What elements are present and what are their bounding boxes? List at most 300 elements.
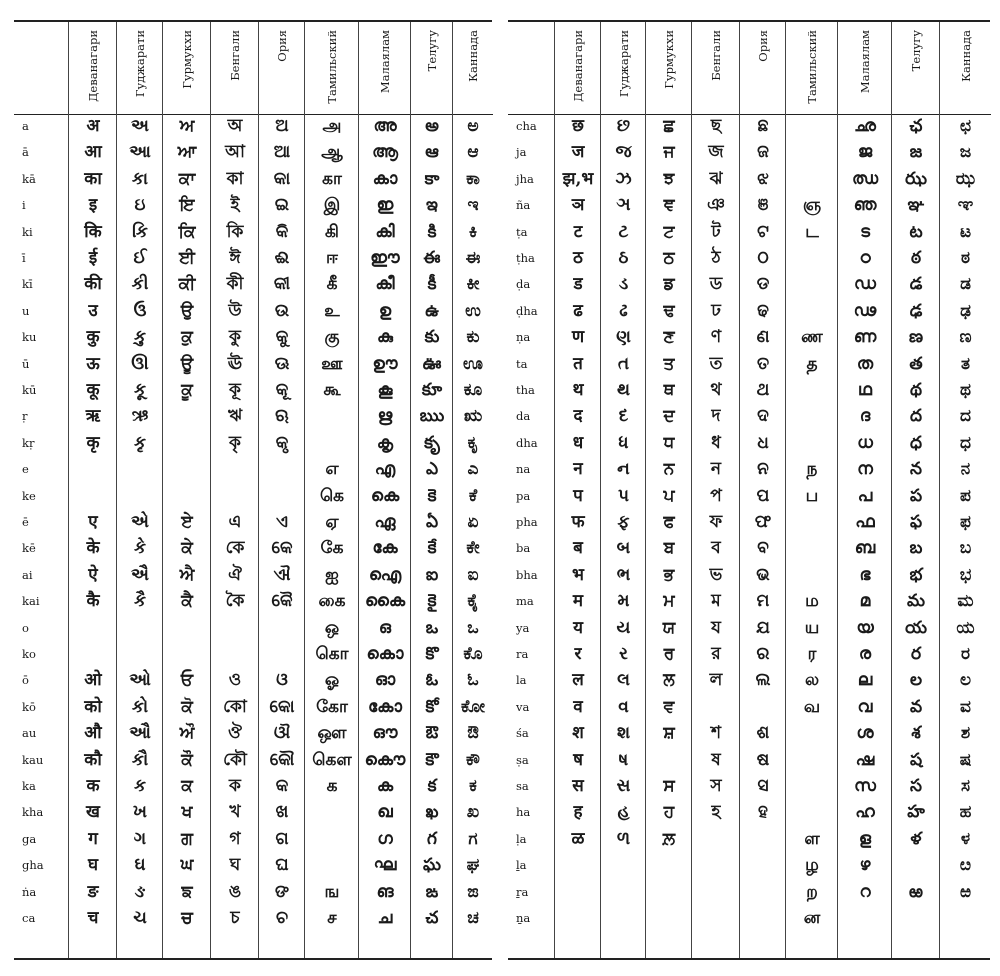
glyph-cell: की [84, 274, 102, 295]
glyph-cell [163, 615, 211, 641]
glyph-cell: ଛ [757, 116, 769, 136]
glyph-cell: કુ [133, 327, 146, 348]
glyph-cell: ভ [709, 564, 723, 585]
transliteration-cell: ta [516, 356, 528, 371]
glyph-cell: জ [708, 142, 724, 163]
transliteration-cell: sa [516, 779, 529, 793]
glyph-cell: কৈ [225, 591, 245, 612]
glyph-cell [163, 430, 211, 456]
column-oriya [739, 22, 786, 958]
glyph-cell: கி [325, 221, 339, 242]
glyph-cell: য [711, 617, 721, 638]
glyph-cell: ଫ [754, 512, 772, 532]
glyph-cell: ଙ [274, 881, 290, 902]
glyph-cell: કૈ [133, 591, 146, 612]
glyph-cell: ओ [84, 670, 102, 691]
glyph-cell: കി [375, 221, 395, 242]
glyph-cell: அ [322, 116, 342, 136]
glyph-cell: வ [803, 696, 821, 717]
glyph-cell: ഷ [855, 749, 875, 770]
glyph-cell: ல [804, 670, 820, 691]
column-header [453, 22, 493, 115]
glyph-cell [786, 298, 838, 324]
glyph-cell: ఏ [425, 512, 439, 532]
glyph-cell: थ [572, 380, 584, 400]
glyph-cell: ച [377, 908, 393, 928]
glyph-cell: கா [322, 168, 342, 189]
glyph-cell: എ [374, 459, 396, 480]
glyph-cell: ற [806, 881, 818, 902]
glyph-cell: ഊ [372, 353, 398, 374]
transliteration-cell: ṅa [22, 884, 37, 899]
glyph-cell: ঈ [229, 248, 241, 268]
glyph-cell: ଏ [276, 512, 288, 532]
glyph-cell: উ [228, 300, 242, 321]
glyph-cell: શ [616, 723, 631, 744]
transliteration-cell: la [516, 673, 527, 688]
glyph-cell: ਓ [180, 670, 194, 691]
glyph-cell: ഖ [377, 802, 393, 823]
glyph-cell: వ [909, 696, 923, 717]
glyph-cell: ಕೆ [468, 485, 478, 506]
glyph-cell: କୁ [275, 327, 289, 348]
column-gurmukhi [162, 22, 211, 958]
glyph-cell [211, 615, 259, 641]
transliteration-cell: ya [516, 620, 530, 635]
glyph-cell: ಕೈ [467, 591, 479, 612]
column-header-label: Гуджарати [133, 30, 147, 98]
glyph-cell: ಱ [959, 881, 972, 902]
transliteration-cell: ka [22, 779, 36, 793]
glyph-cell: কো [223, 696, 247, 717]
glyph-cell: ਕੈ [181, 591, 193, 612]
glyph-cell: ഴ [859, 855, 871, 876]
glyph-cell: ਈ [179, 248, 195, 268]
glyph-cell: ఞ [907, 195, 925, 216]
glyph-cell: ಫ [960, 512, 971, 532]
glyph-cell: ଦ [757, 406, 769, 427]
glyph-cell [69, 483, 117, 509]
glyph-cell: ಕ [469, 776, 477, 796]
glyph-cell: ಲ [959, 670, 972, 691]
column-header-label: Гурмукхи [662, 30, 676, 89]
glyph-cell: ళ [910, 828, 922, 849]
glyph-cell: இ [323, 195, 341, 216]
glyph-cell: ഞ [853, 195, 877, 216]
glyph-cell: ঊ [227, 353, 243, 374]
glyph-cell: ન [617, 459, 630, 480]
transliteration-cell: ṛ [22, 409, 28, 424]
glyph-cell: কূ [229, 380, 241, 400]
glyph-cell: ഋ [377, 406, 393, 427]
glyph-cell: औ [84, 723, 102, 744]
column-devanagari [554, 22, 601, 958]
glyph-cell [305, 799, 359, 825]
column-header-label: Бенгали [228, 30, 242, 81]
glyph-cell: ও [228, 670, 242, 691]
glyph-cell: કૂ [133, 380, 146, 400]
glyph-cell: જ [615, 142, 632, 163]
glyph-cell: ச [327, 908, 337, 928]
glyph-cell [786, 562, 838, 588]
transliteration-cell: ū [22, 356, 30, 371]
glyph-cell: घ [87, 855, 99, 876]
glyph-cell: ম [711, 591, 721, 612]
glyph-cell: ਙ [181, 881, 193, 902]
glyph-cell: ર [619, 644, 628, 664]
column-translit [508, 22, 554, 958]
glyph-cell: ర [910, 644, 922, 664]
glyph-cell: કે [133, 538, 146, 559]
glyph-cell: ए [88, 512, 98, 532]
glyph-cell: ট [711, 221, 721, 242]
glyph-cell: ங [324, 881, 340, 902]
column-malayalam [358, 22, 411, 958]
glyph-cell [786, 377, 838, 403]
transliteration-cell: ai [22, 567, 33, 582]
transliteration-cell: dha [516, 435, 538, 450]
column-gurmukhi [645, 22, 692, 958]
glyph-cell: ঔ [228, 723, 242, 744]
glyph-cell: ಗ [468, 828, 478, 849]
column-bengali [210, 22, 259, 958]
glyph-cell: ਠ [663, 248, 675, 268]
glyph-cell: ಜ [959, 142, 972, 163]
glyph-cell: ई [88, 248, 98, 268]
glyph-cell: କେ [271, 538, 293, 559]
glyph-cell: ష [909, 749, 923, 770]
glyph-cell [555, 879, 601, 905]
glyph-cell: ઠ [618, 248, 629, 268]
glyph-cell: ऐ [88, 564, 98, 585]
glyph-cell: এ [228, 512, 242, 532]
glyph-cell [555, 852, 601, 878]
glyph-cell: കൂ [377, 380, 393, 400]
glyph-cell: ধ [711, 432, 721, 453]
glyph-cell: র [711, 644, 721, 664]
glyph-cell: ઋ [131, 406, 149, 427]
column-header [305, 22, 359, 115]
glyph-cell: ഠ [859, 248, 871, 268]
column-header [601, 22, 646, 115]
glyph-cell: ப [805, 485, 819, 506]
glyph-cell: ണ [853, 327, 877, 348]
glyph-cell: ஒ [324, 617, 340, 638]
glyph-cell: ग [88, 828, 98, 849]
glyph-cell: न [573, 459, 583, 480]
glyph-cell [117, 641, 163, 667]
column-translit [14, 22, 68, 958]
glyph-cell: कु [86, 327, 100, 348]
column-gujarati [116, 22, 163, 958]
glyph-cell: আ [225, 142, 245, 163]
glyph-cell: കോ [368, 696, 402, 717]
transliteration-cell: ē [22, 515, 29, 529]
transliteration-cell: ra [516, 647, 529, 661]
glyph-cell: त [573, 353, 583, 374]
glyph-cell: થ [616, 380, 631, 400]
glyph-cell: ಶ [960, 723, 971, 744]
glyph-cell: ಕು [466, 327, 480, 348]
glyph-cell: आ [84, 142, 102, 163]
glyph-cell [786, 535, 838, 561]
glyph-cell: కా [424, 168, 440, 189]
glyph-cell: ഈ [370, 248, 400, 268]
glyph-cell: ଋ [275, 406, 289, 427]
glyph-cell: റ [859, 881, 871, 902]
glyph-cell: কু [229, 327, 241, 348]
column-header-label: Каннада [466, 30, 480, 82]
glyph-cell [305, 852, 359, 878]
glyph-cell: କା [273, 168, 291, 189]
glyph-cell: अ [86, 116, 100, 136]
glyph-cell: కీ [427, 274, 437, 295]
column-tamil [304, 22, 359, 958]
glyph-cell: ప [909, 485, 923, 506]
glyph-cell: ഥ [858, 380, 872, 400]
glyph-cell: ಓ [467, 670, 479, 691]
glyph-cell: কী [226, 274, 244, 295]
glyph-cell: ఊ [422, 353, 442, 374]
glyph-cell: ఫ [909, 512, 923, 532]
glyph-cell: ભ [616, 564, 631, 585]
glyph-cell: ਮ [663, 591, 675, 612]
glyph-cell [740, 826, 786, 852]
glyph-cell: కో [425, 696, 439, 717]
glyph-cell: ષ [618, 749, 629, 770]
glyph-cell: കു [377, 327, 393, 348]
glyph-cell: অ [227, 116, 243, 136]
glyph-cell [692, 879, 740, 905]
glyph-cell: ध [572, 432, 584, 453]
glyph-cell: ହ [758, 802, 768, 823]
transliteration-cell: au [22, 726, 37, 741]
glyph-cell: ബ [854, 538, 876, 559]
glyph-cell: థ [909, 380, 922, 400]
glyph-cell: কি [226, 221, 244, 242]
glyph-cell: ఙ [425, 881, 439, 902]
glyph-cell: આ [129, 142, 151, 163]
glyph-cell: झ,भ [562, 168, 594, 189]
glyph-cell: ఐ [425, 564, 439, 585]
glyph-cell: को [84, 696, 102, 717]
glyph-cell: எ [325, 459, 339, 480]
glyph-cell [740, 852, 786, 878]
column-header-label: Деванагари [571, 30, 585, 102]
glyph-cell: ଅ [275, 116, 289, 136]
glyph-cell: ਨ [663, 459, 675, 480]
column-tamil [785, 22, 838, 958]
glyph-cell: ତ [756, 353, 770, 374]
column-header [555, 22, 601, 115]
column-header [740, 22, 786, 115]
glyph-cell: అ [425, 116, 439, 136]
glyph-cell: ೞ [959, 855, 972, 876]
glyph-cell: इ [88, 195, 98, 216]
glyph-cell [601, 905, 646, 931]
glyph-cell: ઈ [133, 248, 147, 268]
glyph-cell [601, 852, 646, 878]
glyph-cell: ఱ [909, 881, 923, 902]
column-malayalam [837, 22, 892, 958]
glyph-cell: का [84, 168, 102, 189]
glyph-cell: മ [859, 591, 871, 612]
glyph-cell: ಕೊ [463, 644, 483, 664]
glyph-cell: વ [618, 696, 629, 717]
glyph-cell: ఉ [425, 300, 439, 321]
glyph-cell: ఆ [425, 142, 439, 163]
glyph-cell: കൊ [366, 644, 404, 664]
glyph-cell: ਐ [179, 564, 195, 585]
glyph-cell: స [910, 776, 922, 796]
glyph-cell: ഇ [376, 195, 394, 216]
glyph-cell: ળ [616, 828, 631, 849]
glyph-cell: ഗ [377, 828, 393, 849]
glyph-cell [786, 747, 838, 773]
column-header-label: Телугу [425, 30, 439, 72]
transliteration-cell: ṉa [516, 911, 531, 925]
glyph-cell [211, 641, 259, 667]
glyph-cell: ଣ [756, 327, 770, 348]
glyph-cell: କୃ [275, 432, 289, 453]
glyph-cell: ಹ [959, 802, 972, 823]
glyph-cell [259, 456, 305, 482]
glyph-cell: ஔ [317, 723, 347, 744]
glyph-cell: ଲ [755, 670, 771, 691]
glyph-cell: ഝ [851, 168, 879, 189]
glyph-cell: ਖ [181, 802, 193, 823]
glyph-cell: ਬ [663, 538, 675, 559]
glyph-cell: ఝ [905, 168, 927, 189]
glyph-cell: ట [909, 221, 923, 242]
glyph-cell: ങ [376, 881, 394, 902]
glyph-cell: कै [86, 591, 100, 612]
glyph-cell: ಮ [957, 591, 974, 612]
glyph-cell: ஐ [325, 564, 339, 585]
glyph-cell: జ [909, 142, 923, 163]
glyph-cell: ਘ [180, 855, 194, 876]
glyph-cell: থ [710, 380, 722, 400]
glyph-cell: కి [427, 221, 437, 242]
glyph-cell: ಖ [466, 802, 480, 823]
glyph-cell: ਸ਼ [663, 723, 675, 744]
glyph-cell [305, 430, 359, 456]
glyph-cell: ଓ [276, 670, 288, 691]
glyph-cell [786, 166, 838, 192]
glyph-cell: ர [807, 644, 817, 664]
glyph-cell: ഭ [859, 564, 871, 585]
transliteration-cell: ḻa [516, 858, 527, 873]
glyph-cell: ఖ [425, 802, 439, 823]
column-header-label: Телугу [909, 30, 923, 72]
column-header-label: Ория [756, 30, 770, 62]
transliteration-cell: kṛ [22, 435, 35, 450]
glyph-cell: হ [711, 802, 721, 823]
glyph-cell: ঙ [228, 881, 242, 902]
glyph-cell: ਡ [663, 274, 675, 295]
glyph-cell: ନ [757, 459, 769, 480]
glyph-cell [163, 641, 211, 667]
glyph-cell: গ [229, 828, 241, 849]
transliteration-cell: tha [516, 383, 535, 397]
glyph-cell: ढ [573, 300, 583, 321]
glyph-cell: ର [756, 644, 770, 664]
glyph-cell: ಥ [960, 380, 971, 400]
glyph-cell: ദ [859, 406, 871, 427]
transliteration-cell: kō [22, 699, 36, 714]
transliteration-cell: da [516, 409, 531, 424]
glyph-cell: സ [854, 776, 876, 796]
glyph-cell: ਞ [663, 195, 675, 216]
glyph-cell: ખ [133, 802, 147, 823]
glyph-cell: கௌ [312, 749, 352, 770]
glyph-cell: డ [909, 274, 923, 295]
column-devanagari [68, 22, 117, 958]
glyph-cell: ಣ [959, 327, 972, 348]
transliteration-cell: ā [22, 145, 29, 160]
glyph-cell [692, 852, 740, 878]
glyph-cell: कौ [84, 749, 102, 770]
glyph-cell: द [573, 406, 583, 427]
glyph-cell: ഹ [855, 802, 875, 823]
glyph-cell: ਗ [181, 828, 193, 849]
transliteration-cell: u [22, 303, 30, 318]
column-header-label: Малаялам [858, 30, 872, 94]
transliteration-cell: ṇa [516, 330, 531, 345]
glyph-cell: च [87, 908, 99, 928]
column-gujarati [600, 22, 646, 958]
glyph-cell: ಉ [465, 300, 481, 321]
column-header [508, 22, 554, 115]
glyph-cell: ਕੀ [178, 274, 196, 295]
glyph-cell: ઘ [134, 855, 146, 876]
column-header-label: Ория [275, 30, 289, 62]
glyph-cell: ଯ [756, 617, 770, 638]
transliteration-cell: ke [22, 488, 36, 503]
glyph-cell: കീ [375, 274, 395, 295]
glyph-cell: ఋ [419, 406, 445, 427]
glyph-cell: কৃ [229, 432, 241, 453]
glyph-cell: ਕੇ [181, 538, 193, 559]
glyph-cell [305, 826, 359, 852]
glyph-cell: দ [711, 406, 721, 427]
glyph-cell: ఔ [425, 723, 439, 744]
glyph-cell: ਝ [663, 168, 675, 189]
glyph-cell: કૌ [131, 749, 149, 770]
glyph-cell: కొ [425, 644, 439, 664]
glyph-cell: ळ [571, 828, 585, 849]
glyph-cell: ల [909, 670, 923, 691]
glyph-cell: ડ [618, 274, 629, 295]
glyph-cell: ஞ [802, 195, 822, 216]
glyph-cell: త [909, 353, 923, 374]
glyph-cell [259, 615, 305, 641]
glyph-cell: कि [84, 221, 102, 242]
glyph-cell [117, 615, 163, 641]
transliteration-cell: kai [22, 594, 40, 609]
glyph-cell: கீ [326, 274, 338, 295]
glyph-cell: ਫ [663, 512, 675, 532]
glyph-cell: ದ [960, 406, 971, 427]
column-kannada [452, 22, 493, 958]
glyph-cell [786, 139, 838, 165]
column-header [838, 22, 892, 115]
column-header-label [522, 30, 540, 110]
transliteration-cell: i [22, 198, 26, 213]
glyph-cell: ણ [616, 327, 631, 348]
glyph-cell: ଭ [756, 564, 770, 585]
glyph-cell: ક [133, 776, 146, 796]
